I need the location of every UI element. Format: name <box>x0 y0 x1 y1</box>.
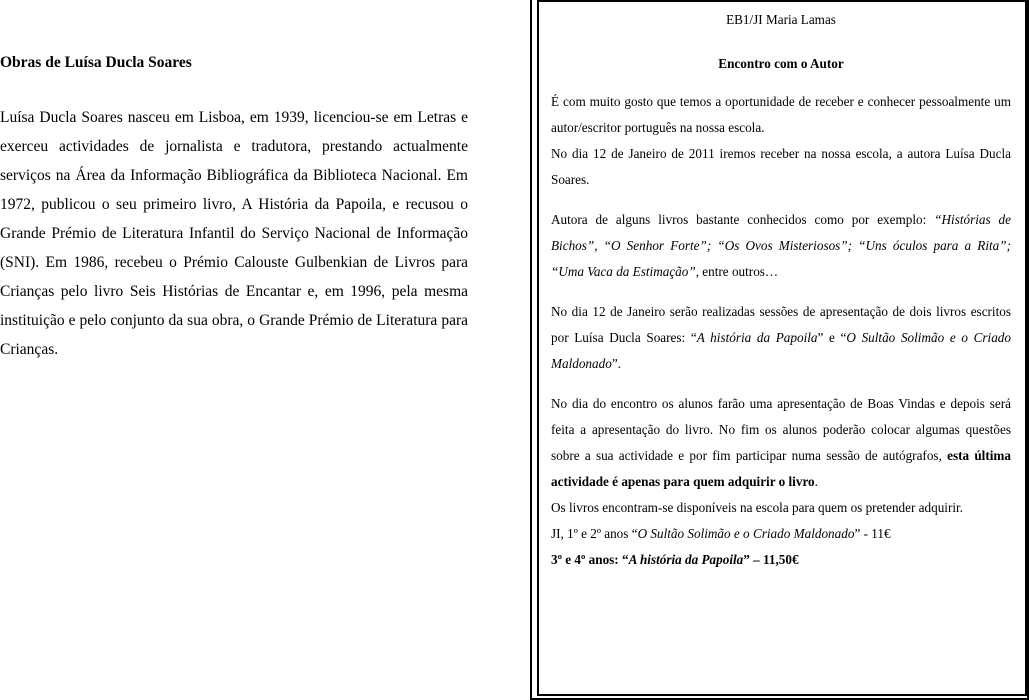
encounter-paragraph <box>551 391 1011 495</box>
encounter-text: No dia do encontro os alunos farão uma apresentação de Boas Vindas e depois será feita a apresentação do livro. No fim os alunos poderão colocar algumas questões sobre a sua actividade e por fim participar numa sessão de autógrafos, <box>551 396 1011 463</box>
intro-paragraph: É com muito gosto que temos a oportunidade de receber e conhecer pessoalmente um autor/escritor português na nossa escola. <box>551 94 1011 135</box>
encounter-end: . <box>814 474 818 489</box>
availability-paragraph: Os livros encontram-se disponíveis na escola para quem os pretender adquirir. <box>551 500 963 515</box>
sessions-mid: ” e “ <box>817 330 847 345</box>
price1-book: O Sultão Solimão e o Criado Maldonado <box>637 526 855 541</box>
books-end: , entre outros… <box>695 264 779 279</box>
books-intro: Autora de alguns livros bastante conhecidos como por exemplo: <box>551 212 927 227</box>
encounter-bold: esta última actividade é apenas para quem adquirir o livro <box>551 448 1011 489</box>
sessions-book1: A história da Papoila <box>696 330 818 345</box>
price1-suffix: ” - 11€ <box>854 526 891 541</box>
sessions-book2: O Sultão Solimão e o Criado Maldonado <box>551 330 1011 371</box>
sessions-end: ”. <box>611 356 621 371</box>
price2-prefix: 3º e 4º anos: “ <box>551 552 629 567</box>
left-column <box>0 48 468 364</box>
price2-suffix: ” – 11,50€ <box>743 552 799 567</box>
price-line-1 <box>551 521 1011 547</box>
school-name: EB1/JI Maria Lamas <box>726 12 836 27</box>
works-title: Obras de Luísa Ducla Soares <box>0 54 192 71</box>
price1-prefix: JI, 1º e 2º anos “ <box>551 526 638 541</box>
poster-heading: Encontro com o Autor <box>718 56 844 71</box>
date-paragraph: No dia 12 de Janeiro de 2011 iremos receber na nossa escola, a autora Luísa Ducla Soares. <box>551 146 1011 187</box>
sessions-text: No dia 12 de Janeiro serão realizadas sessões de apresentação de dois livros escritos por Luísa Ducla Soares: “ <box>551 304 1011 345</box>
sessions-paragraph <box>551 299 1011 377</box>
event-poster <box>530 0 1029 700</box>
books-list: “Histórias de Bichos”, “O Senhor Forte”; “Os Ovos Misteriosos”; “Uns óculos para a Rita”; “Uma Vaca da Estimação” <box>551 212 1011 279</box>
price-line-2 <box>551 547 1011 573</box>
books-paragraph <box>551 207 1011 285</box>
author-biography: Luísa Ducla Soares nasceu em Lisboa, em 1939, licenciou-se em Letras e exerceu actividades de jornalista e tradutora, prestando actualmente serviços na Área da Informação Bibliográfica da Biblioteca Nacional. Em 1972, publicou o seu primeiro livro, A História da Papoila, e recusou o Grande Prémio de Literatura Infantil do Serviço Nacional de Informação (SNI). Em 1986, recebeu o Prémio Calouste Gulbenkian de Livros para Crianças pelo livro Seis Histórias de Encantar e, em 1996, pela mesma instituição e pelo conjunto da sua obra, o Grande Prémio de Literatura para Crianças. <box>0 109 468 358</box>
poster-frame <box>537 0 1027 696</box>
price2-book: A história da Papoila <box>628 552 744 567</box>
